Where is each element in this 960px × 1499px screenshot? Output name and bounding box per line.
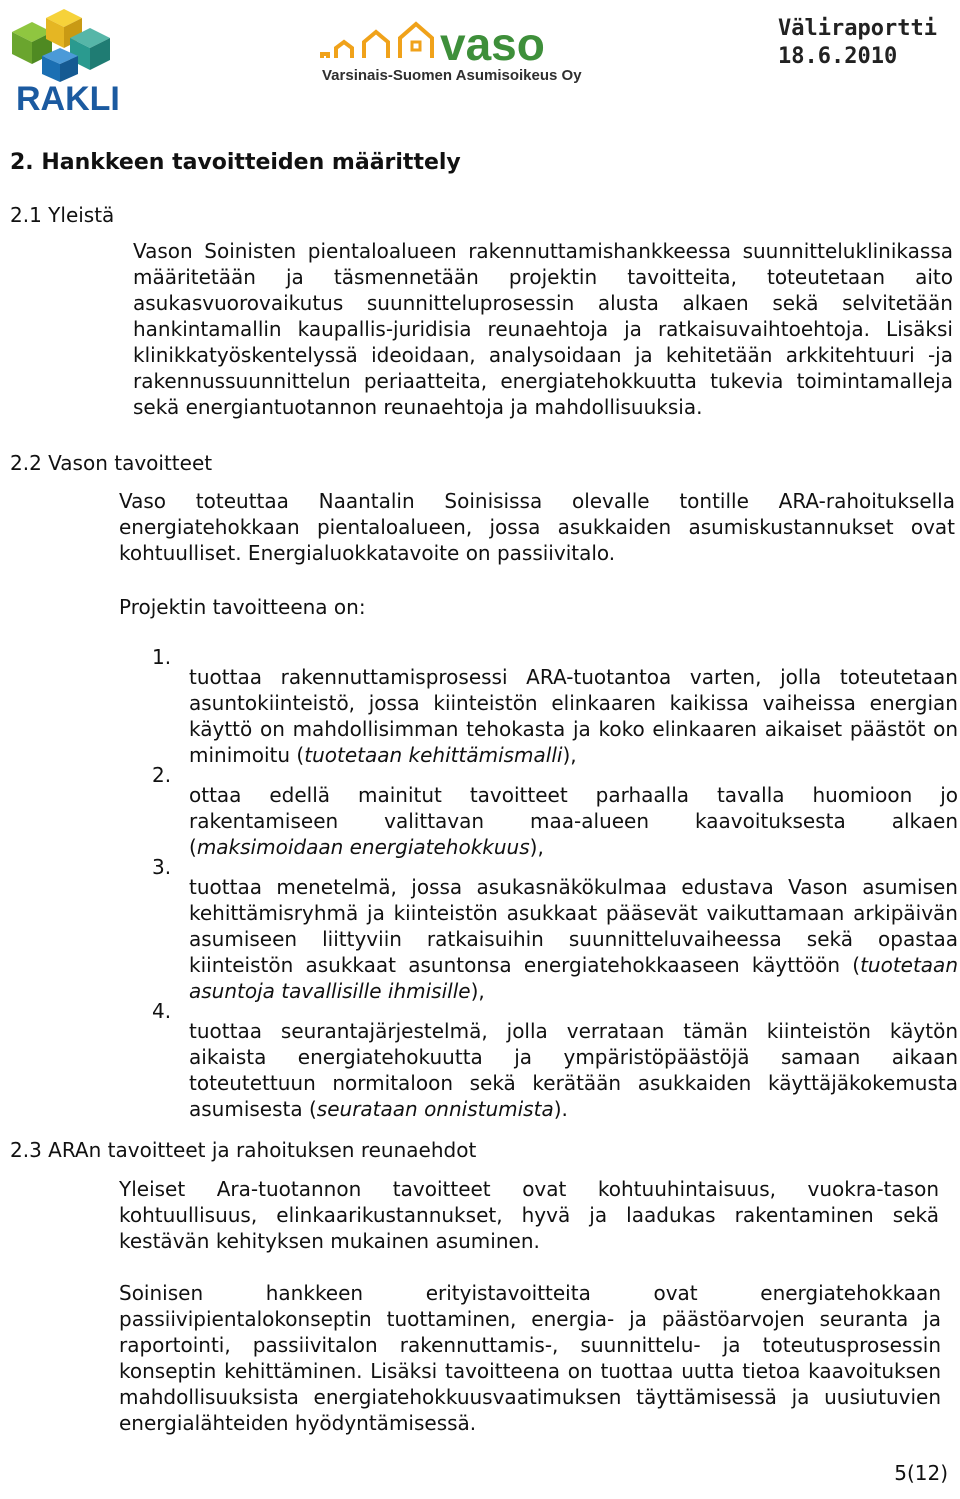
rakli-cubes-icon bbox=[12, 9, 110, 82]
goals-intro: Projektin tavoitteena on: bbox=[119, 595, 366, 619]
page-number: 5(12) bbox=[894, 1461, 948, 1485]
list-item-number: 4. bbox=[152, 999, 172, 1023]
vaso-logo-text: vaso bbox=[440, 18, 545, 70]
list-item-text: ottaa edellä mainitut tavoitteet parhaalla tavalla huomioon jo rakentamiseen valittavan maa-alueen kaavoituksesta alkaen (maksimoidaan energiatehokkuus), bbox=[189, 783, 958, 859]
paragraph-ara-tavoitteet: Yleiset Ara-tuotannon tavoitteet ovat kohtuuhintaisuus, vuokra-tason kohtuullisuus, elinkaarikustannukset, hyvä ja laadukas rakentaminen sekä kestävän kehityksen mukainen asuminen. bbox=[119, 1177, 939, 1253]
report-title: Väliraportti bbox=[778, 16, 937, 41]
vaso-logo bbox=[320, 18, 592, 86]
vaso-tagline: Varsinais-Suomen Asumisoikeus Oy bbox=[322, 67, 582, 84]
vaso-houses-icon bbox=[322, 24, 432, 58]
list-item-number: 1. bbox=[152, 645, 172, 669]
subsection-heading-2-1: 2.1 Yleistä bbox=[10, 203, 115, 227]
list-item-number: 3. bbox=[152, 855, 172, 879]
list-item-text: tuottaa seurantajärjestelmä, jolla verrataan tämän kiinteistön käytön aikaista energiatehokuutta ja ympäristöpäästöjä samaan aikaan toteutettuun normitaloon sekä kerätään asukkaiden käyttäjäkokemusta asumisesta (seurataan onnistumista). bbox=[189, 1019, 958, 1121]
subsection-heading-2-2: 2.2 Vason tavoitteet bbox=[10, 451, 213, 475]
rakli-logo bbox=[6, 4, 132, 116]
report-date: 18.6.2010 bbox=[778, 44, 898, 69]
section-heading: 2. Hankkeen tavoitteiden määrittely bbox=[10, 150, 461, 175]
paragraph-erityistavoitteet: Soinisen hankkeen erityistavoitteita ovat energiatehokkaan passiivipientalokonseptin tuottaminen, energia- ja päästöarvojen seuranta ja raportointi, passiivitalon rakennuttamis-, suunnittelu- ja toteutusprosessin konseptin kehittäminen. Lisäksi tavoitteena on tuottaa uutta tietoa kaavoituksen mahdollisuuksista energiatehokkuusvaatimuksen täyttämisessä ja uusiutuvien energialähteiden hyödyntämisessä. bbox=[119, 1281, 941, 1435]
list-item-text: tuottaa rakennuttamisprosessi ARA-tuotantoa varten, jolla toteutetaan asuntokiinteistö, jossa kiinteistön elinkaaren kaikissa vaiheissa energian käyttö on mahdollisimman tehokasta ja koko elinkaaren aikaiset päästöt on minimoitu (tuotetaan kehittämismalli), bbox=[189, 665, 958, 767]
list-item-text: tuottaa menetelmä, jossa asukasnäkökulmaa edustava Vason asumisen kehittämisryhmä ja kiinteistön asukkaat pääsevät vaikuttamaan arkipäivän asumiseen liittyviin ratkaisuihin suunnitteluvaiheessa sekä opastaa kiinteistön asukkaat asuntonsa energiatehokkaaseen käyttöön (tuotetaan asuntoja tavallisille ihmisille), bbox=[189, 875, 958, 1003]
paragraph-vason-tavoitteet: Vaso toteuttaa Naantalin Soinisissa olevalle tontille ARA-rahoituksella energiatehokkaan pientaloalueen, jossa asukkaiden asumiskustannukset ovat kohtuulliset. Energialuokkatavoite on passiivitalo. bbox=[119, 489, 955, 565]
list-item-number: 2. bbox=[152, 763, 172, 787]
paragraph-yleista: Vason Soinisten pientaloalueen rakennuttamishankkeessa suunnitteluklinikassa määritetään ja täsmennetään projektin tavoitteita, toteutetaan aito asukasvuorovaikutus suunnitteluprosessin alusta alkaen sekä selvitetään hankintamallin kaupallis-juridisia reunaehtoja ja ratkaisuvaihtoehtoja. Lisäksi klinikkatyöskentelyssä ideoidaan, analysoidaan ja kehitetään arkkitehtuuri -ja rakennussuunnittelun periaatteita, energiatehokkuutta tukevia toimintamalleja sekä energiantuotannon reunaehtoja ja mahdollisuuksia. bbox=[133, 239, 953, 419]
rakli-logo-text: RAKLI bbox=[16, 80, 120, 116]
list-item bbox=[152, 998, 958, 1142]
subsection-heading-2-3: 2.3 ARAn tavoitteet ja rahoituksen reunaehdot bbox=[10, 1138, 477, 1162]
